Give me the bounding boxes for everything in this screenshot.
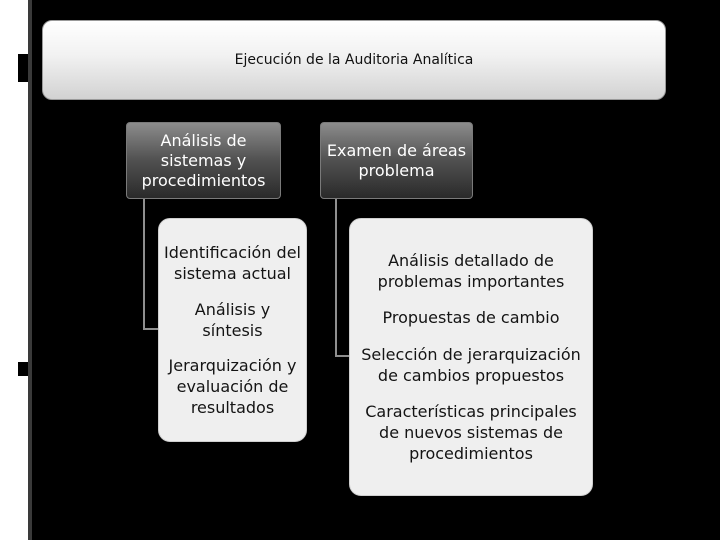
column-1-header	[126, 122, 281, 199]
column-1-content-box	[158, 218, 307, 442]
column-2-connector-horizontal	[335, 355, 350, 357]
column-2-connector-vertical	[335, 199, 337, 357]
column-1-item: Jerarquización y evaluación de resultados	[168, 356, 297, 418]
column-2-item: Análisis detallado de problemas importantes	[377, 251, 565, 292]
column-2-item: Propuestas de cambio	[382, 308, 560, 328]
column-2-item: Selección de jerarquización de cambios propuestos	[361, 344, 581, 385]
left-edge-shade	[28, 0, 32, 540]
decorative-bar-middle	[18, 362, 28, 376]
diagram-title: Ejecución de la Auditoria Analítica	[234, 52, 474, 68]
column-2-item: Características principales de nuevos sistemas de procedimientos	[365, 401, 577, 463]
column-1-item: Análisis y síntesis	[194, 299, 271, 340]
title-box	[42, 20, 666, 100]
column-1-item: Identificación del sistema actual	[164, 242, 301, 283]
column-1-connector-vertical	[143, 199, 145, 330]
column-1-heading-text: Análisis de sistemas y procedimientos	[141, 130, 266, 190]
column-2-heading-text: Examen de áreas problema	[326, 140, 467, 180]
column-2-content-box	[349, 218, 593, 496]
column-1-connector-horizontal	[143, 328, 159, 330]
column-2-header	[320, 122, 473, 199]
decorative-bar-top	[18, 54, 28, 82]
